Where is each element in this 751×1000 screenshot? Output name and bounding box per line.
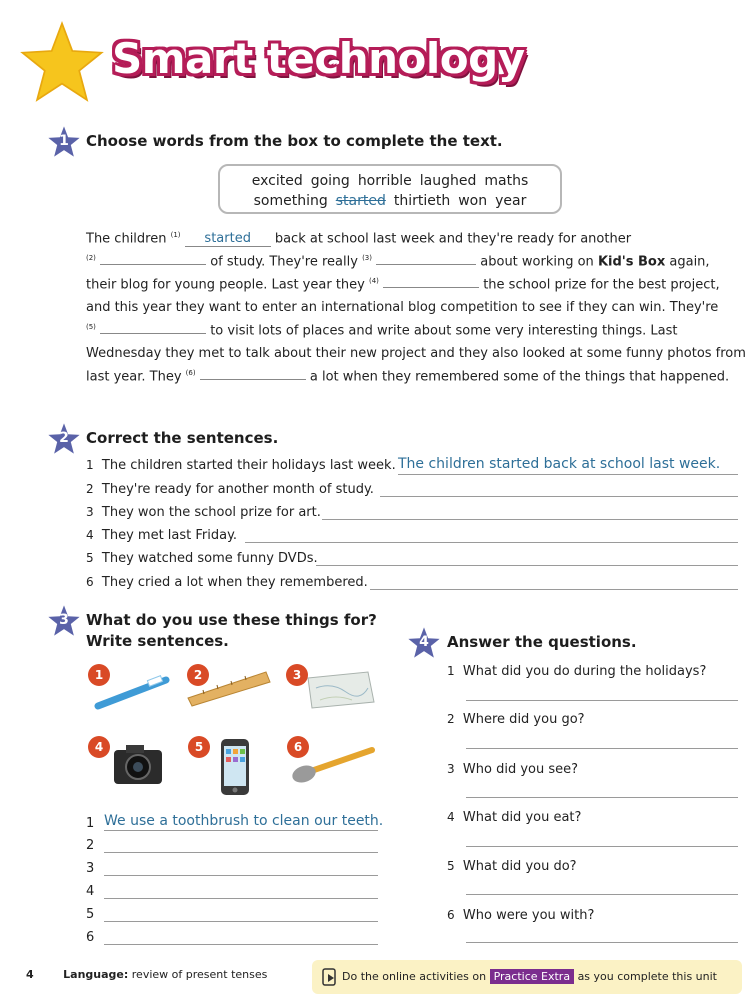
camera-icon: [112, 742, 164, 786]
exercise-number: 2: [59, 430, 69, 446]
exercise-2-heading: Correct the sentences.: [86, 429, 279, 447]
text-line: last year. They $^{(6)}$ a lot when they remembered some of the things that happened.: [86, 369, 730, 385]
question-item: 3 Who did you see?: [447, 762, 579, 777]
answer-line[interactable]: [380, 496, 738, 497]
footer-language: 4 Language: review of present tenses: [26, 968, 268, 981]
answer-line[interactable]: [466, 797, 738, 798]
spoon-icon: [288, 744, 378, 788]
exercise-number: 4: [419, 634, 429, 650]
answer-line[interactable]: [104, 898, 378, 899]
sentence-item: 4 They met last Friday.: [86, 528, 238, 543]
answer-blank-6[interactable]: [200, 379, 306, 380]
picture-number: 3: [286, 664, 308, 686]
map-icon: [302, 668, 378, 712]
text-line: Wednesday they met to talk about their new project and they also looked at some funny photos from: [86, 346, 746, 361]
line-number: 1: [86, 816, 95, 831]
answer-line[interactable]: [322, 519, 738, 520]
line-number: 3: [86, 861, 95, 876]
line-number: 6: [86, 930, 95, 945]
answer-line[interactable]: [104, 921, 378, 922]
word: something: [253, 193, 328, 209]
page-number: 4: [26, 968, 34, 981]
answer-line[interactable]: [466, 748, 738, 749]
exercise-4-badge: [406, 626, 442, 660]
word: year: [495, 193, 527, 209]
word: laughed: [419, 173, 477, 189]
ruler-icon: [184, 668, 274, 708]
word-box: [218, 164, 562, 214]
answer-blank-2[interactable]: [100, 264, 206, 265]
toothbrush-icon: [92, 672, 172, 712]
picture-number: 5: [188, 736, 210, 758]
answer-line[interactable]: [398, 474, 738, 475]
answer-line[interactable]: [104, 944, 378, 945]
picture-number: 1: [88, 664, 110, 686]
page-title: Smart technology: [112, 34, 525, 83]
line-number: 4: [86, 884, 95, 899]
answer-line[interactable]: [245, 542, 738, 543]
question-item: 6 Who were you with?: [447, 908, 595, 923]
text-line: $^{(2)}$ of study. They're really $^{(3)}$ about working on Kid's Box again,: [86, 254, 710, 270]
star-icon: [18, 20, 106, 106]
sentence-item: 1 The children started their holidays last week.: [86, 458, 396, 473]
answer-line[interactable]: [466, 700, 738, 701]
exercise-number: 1: [59, 133, 69, 149]
word: maths: [484, 173, 529, 189]
answer-line[interactable]: [104, 852, 378, 853]
sentence-item: 3 They won the school prize for art.: [86, 505, 321, 520]
text-line: their blog for young people. Last year they $^{(4)}$ the school prize for the best project,: [86, 277, 720, 293]
practice-extra-link[interactable]: Practice Extra: [490, 969, 574, 984]
text-line: $^{(5)}$ to visit lots of places and write about some very interesting things. Last: [86, 323, 678, 339]
sentence-answer[interactable]: The children started back at school last week.: [398, 456, 721, 472]
exercise-3-badge: [46, 604, 82, 638]
word: thirtieth: [393, 193, 451, 209]
word: horrible: [357, 173, 412, 189]
answer-line[interactable]: [466, 894, 738, 895]
answer-blank-1[interactable]: started: [185, 231, 271, 247]
answer-blank-3[interactable]: [376, 264, 476, 265]
answer-blank-4[interactable]: [383, 287, 479, 288]
line-number: 2: [86, 838, 95, 853]
answer-line[interactable]: [370, 589, 738, 590]
exercise-3-heading: What do you use these things for?: [86, 611, 377, 629]
exercise-number: 3: [59, 612, 69, 628]
sentence-item: 6 They cried a lot when they remembered.: [86, 575, 368, 590]
exercise-1-heading: Choose words from the box to complete the text.: [86, 132, 503, 150]
online-activity-icon: [322, 968, 338, 986]
picture-number: 2: [187, 664, 209, 686]
sentence-item: 5 They watched some funny DVDs.: [86, 551, 318, 566]
sentence-answer[interactable]: We use a toothbrush to clean our teeth.: [104, 813, 384, 829]
word: excited: [251, 173, 303, 189]
word-used: started: [335, 193, 386, 209]
answer-line[interactable]: [104, 830, 378, 831]
question-item: 4 What did you eat?: [447, 810, 582, 825]
question-item: 5 What did you do?: [447, 859, 577, 874]
picture-number: 6: [287, 736, 309, 758]
exercise-2-badge: [46, 422, 82, 456]
answer-line[interactable]: [104, 875, 378, 876]
text-line: and this year they want to enter an international blog competition to see if they can win. They're: [86, 300, 719, 315]
answer-blank-5[interactable]: [100, 333, 206, 334]
online-text: Do the online activities on: [342, 970, 487, 983]
exercise-4-heading: Answer the questions.: [447, 633, 637, 651]
picture-number: 4: [88, 736, 110, 758]
phone-icon: [220, 738, 250, 796]
word: going: [310, 173, 350, 189]
online-activities-banner: [312, 960, 742, 994]
question-item: 2 Where did you go?: [447, 712, 585, 727]
sentence-item: 2 They're ready for another month of study.: [86, 482, 374, 497]
exercise-1-badge: [46, 125, 82, 159]
online-text: as you complete this unit: [577, 970, 717, 983]
answer-line[interactable]: [466, 846, 738, 847]
answer-line[interactable]: [316, 565, 738, 566]
line-number: 5: [86, 907, 95, 922]
answer-line[interactable]: [466, 942, 738, 943]
text-line: The children $^{(1)}$ started back at school last week and they're ready for another: [86, 231, 632, 247]
question-item: 1 What did you do during the holidays?: [447, 664, 707, 679]
word: won: [458, 193, 488, 209]
exercise-3-subheading: Write sentences.: [86, 632, 229, 650]
